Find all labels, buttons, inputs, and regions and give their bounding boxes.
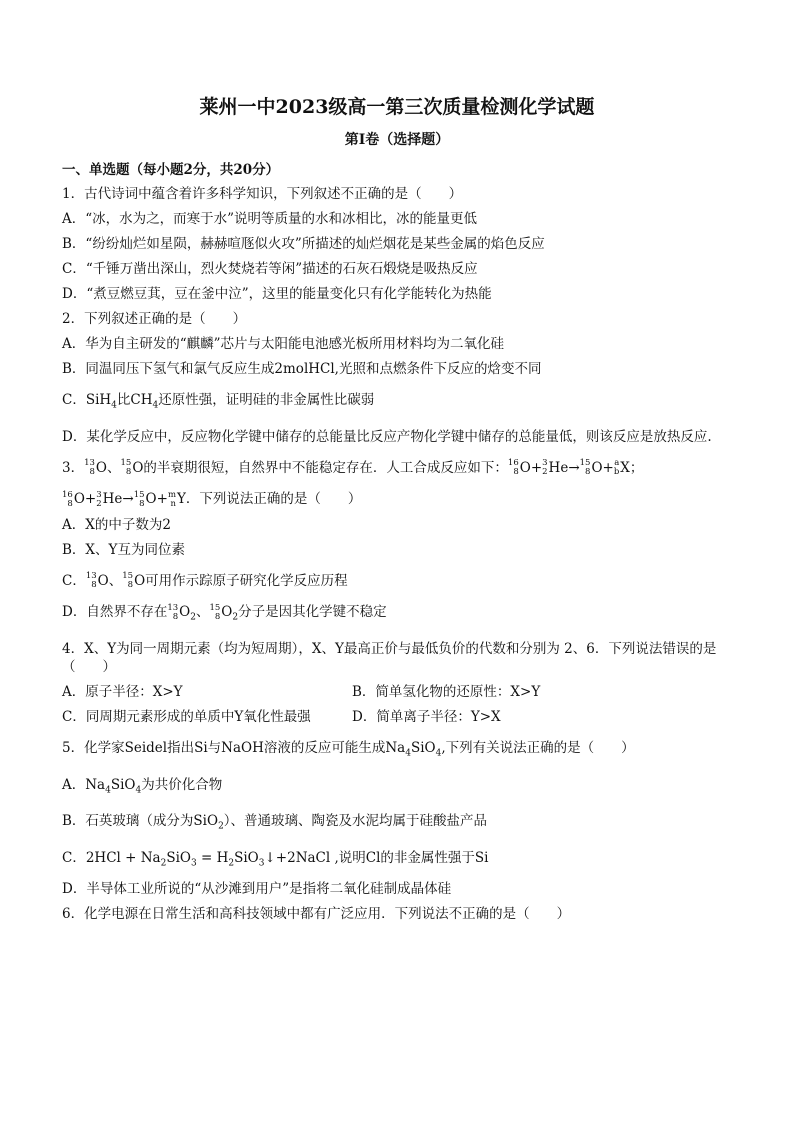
q1-option-c: C．“千锤万凿出深山，烈火焚烧若等闲”描述的石灰石煅烧是吸热反应 — [62, 261, 478, 277]
q2-option-c: C．SiH$_4$比$CH_4$还原性强，证明硅的非金属性比碳弱 — [62, 392, 375, 411]
q3-option-d: D．自然界不存在 13 8 $O_2$、 15 8 $O_2$分子是因其化学键不稳定 — [62, 602, 387, 623]
q5-option-b: B．石英玻璃（成分为SiO$_2$）、普通玻璃、陶瓷及水泥均属于硅酸盐产品 — [62, 813, 488, 832]
q1-option-d: D．“煮豆燃豆萁，豆在釜中泣”，这里的能量变化只有化学能转化为热能 — [62, 286, 492, 302]
q2-option-d: D．某化学反应中，反应物化学键中储存的总能量比反应产物化学键中储存的总能量低，则该反应是放热反应. — [62, 428, 712, 445]
q5-option-a: A．$Na_4SiO_4$为共价化合物 — [62, 776, 223, 796]
isotope-o13: 13 8 — [84, 458, 95, 478]
exam-page — [62, 92, 732, 930]
q4-options-row2 — [62, 708, 732, 726]
q5-option-d: D．半导体工业所说的“从沙滩到用户”是指将二氧化硅制成晶体硅 — [62, 880, 452, 897]
q4-stem: 4．X、Y为同一周期元素（均为短周期），X、Y最高正价与最低负价的代数和分别为 2、6．下列说法错误的是（ ） — [62, 640, 717, 675]
q3-option-a: A．X的中子数为2 — [62, 516, 171, 533]
q5-option-c: C．$2HCl + Na_2SiO_3$ = $H_2SiO_3↓+2NaCl$ ,说明Cl的非金属性强于Si — [62, 849, 489, 869]
q1-stem: 1．古代诗词中蕴含着许多科学知识，下列叙述不正确的是（ ） — [62, 186, 463, 202]
q5-stem: 5．化学家Seidel指出Si与NaOH溶液的反应可能生成$Na_4SiO_4$,下列有关说法正确的是（ ） — [62, 739, 635, 759]
q3-stem-line2: 16 8 O+ 3 2 He→ 15 8 O+ m n Y．下列说法正确的是（ ） — [62, 489, 362, 509]
part-title: 第Ⅰ卷（选择题） — [344, 132, 450, 148]
q3-option-b: B．X、Y互为同位素 — [62, 541, 185, 558]
q4-option-c: C．同周期元素形成的单质中Y氧化性最强 — [62, 708, 311, 725]
q2-stem: 2．下列叙述正确的是（ ） — [62, 311, 247, 327]
q4-option-b: B．简单氢化物的还原性：X>Y — [352, 683, 541, 700]
q3-stem-line1: 3． 13 8 O、 15 8 O的半衰期很短，自然界中不能稳定存在．人工合成反应如下： 16 8 O+ 3 2 He→ 15 8 O+ a b X； — [62, 458, 644, 478]
q4-option-d: D．简单离子半径：Y>X — [352, 708, 501, 725]
q3-option-c: C． 13 8 O、 15 8 O可用作示踪原子研究化学反应历程 — [62, 571, 348, 591]
q4-options-row1 — [62, 683, 732, 701]
q6-stem: 6．化学电源在日常生活和高科技领域中都有广泛应用．下列说法不正确的是（ ） — [62, 905, 571, 922]
isotope-o15: 15 8 — [120, 458, 132, 478]
exam-title: 莱州一中2023级高一第三次质量检测化学试题 — [199, 96, 595, 118]
q2-option-a: A．华为自主研发的“麒麟”芯片与太阳能电池感光板所用材料均为二氧化硅 — [62, 336, 505, 352]
q1-option-b: B．“纷纷灿烂如星陨，赫赫喧豗似火攻”所描述的灿烂烟花是某些金属的焰色反应 — [62, 236, 545, 252]
q4-option-a: A．原子半径：X>Y — [62, 683, 183, 700]
section-heading: 一、单选题（每小题2分，共20分） — [62, 162, 280, 178]
q1-option-a: A．“冰，水为之，而寒于水”说明等质量的水和冰相比，冰的能量更低 — [62, 211, 478, 227]
q2-option-b: B．同温同压下氢气和氯气反应生成2molHCl,光照和点燃条件下反应的焓变不同 — [62, 361, 542, 377]
